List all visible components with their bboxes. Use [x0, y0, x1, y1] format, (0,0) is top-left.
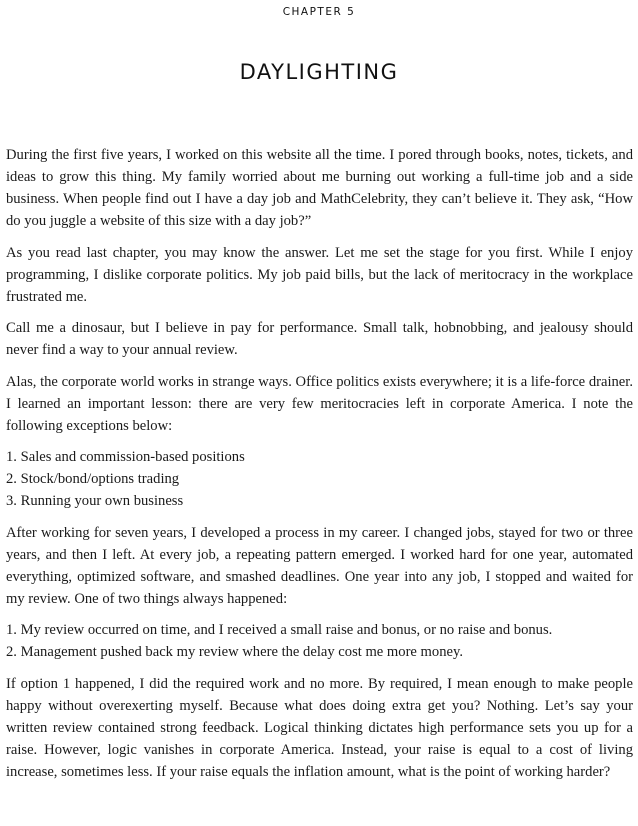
list-item: 1. My review occurred on time, and I received a small raise and bonus, or no raise and bonus.: [6, 622, 553, 638]
list-item: 2. Management pushed back my review where the delay cost me more money.: [6, 644, 463, 660]
exceptions-list: [6, 446, 633, 512]
paragraph: As you read last chapter, you may know the answer. Let me set the stage for you first. While I enjoy programming, I dislike corporate politics. My job paid bills, but the lack of meritocracy in the workplace frustrated me.: [6, 244, 633, 305]
paragraph: During the first five years, I worked on this website all the time. I pored through books, notes, tickets, and ideas to grow this thing. My family worried about me burning out working a full-time job and a side business. When people find out I have a day job and MathCelebrity, they can’t believe it. They ask, “How do you juggle a website of this size with a day job?”: [6, 147, 633, 229]
list-item: 2. Stock/bond/options trading: [6, 471, 180, 487]
paragraph: Alas, the corporate world works in strange ways. Office politics exists everywhere; it is a life-force drainer. I learned an important lesson: there are very few meritocracies left in corporate America. I note the following exceptions below:: [6, 373, 633, 434]
list-item: 3. Running your own business: [6, 493, 184, 509]
list-item: 1. Sales and commission-based positions: [6, 449, 245, 465]
paragraph: If option 1 happened, I did the required work and no more. By required, I mean enough to make people happy without overexerting myself. Because what does doing extra get you? Nothing. Let’s say your written review contained strong feedback. Logical thinking dictates high performance sets you up for a raise. However, logic vanishes in corporate America. Instead, your raise is equal to a cost of living increase, sometimes less. If your raise equals the inflation amount, what is the point of working harder?: [6, 675, 633, 780]
paragraph: After working for seven years, I developed a process in my career. I changed jobs, stayed for two or three years, and then I left. At every job, a repeating pattern emerged. I worked hard for one year, automated everything, optimized software, and smashed deadlines. One year into any job, I stopped and waited for my review. One of two things always happened:: [6, 524, 633, 607]
chapter-body: [6, 144, 633, 792]
paragraph: Call me a dinosaur, but I believe in pay for performance. Small talk, hobnobbing, and jealousy should never find a way to your annual review.: [6, 320, 633, 358]
chapter-title: DAYLIGHTING: [239, 60, 399, 84]
chapter-label: CHAPTER 5: [282, 6, 356, 18]
review-outcomes-list: [6, 619, 633, 663]
